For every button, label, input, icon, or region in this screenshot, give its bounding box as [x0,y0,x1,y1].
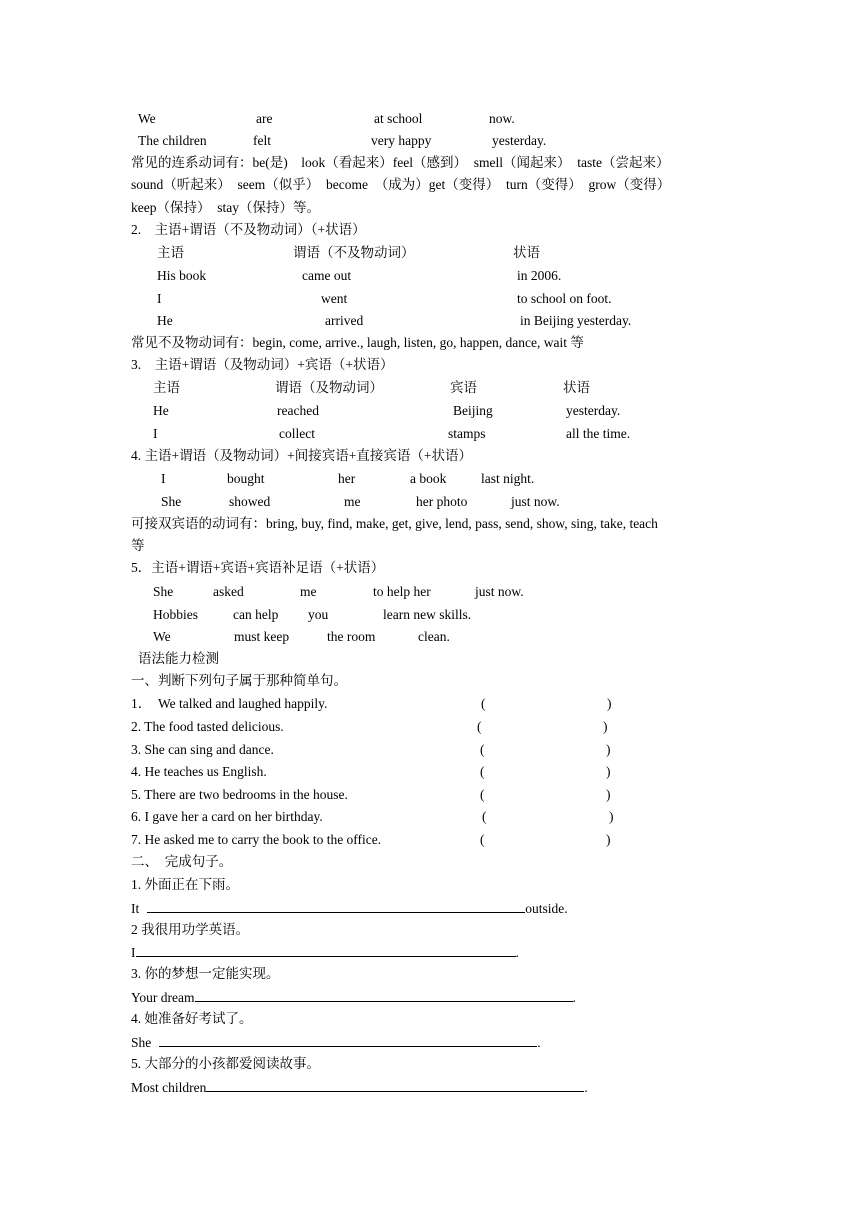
completion-line [131,989,576,1006]
answer-paren-close: ) [603,719,608,734]
ditransitive-verbs-note: 等 [131,538,145,553]
answer-paren-close: ) [609,809,614,824]
linking-verbs-note: 常见的连系动词有：be(是) look（看起来）feel（感到） smell（闻起来） taste（尝起来） [131,155,670,170]
example-adverbial: to school on foot. [517,291,612,306]
column-header: 谓语（不及物动词） [293,245,415,260]
completion-end: . [584,1080,588,1095]
example-adverbial: now. [489,111,515,126]
example-subject: She [153,584,174,599]
example-object-complement: learn new skills. [383,607,472,622]
example-indirect-object: me [344,494,361,509]
example-predicate: collect [279,426,315,441]
answer-paren-open: ( [480,742,485,757]
example-predicate: went [321,291,348,306]
example-predicate: felt [253,133,271,148]
example-subject: Hobbies [153,607,198,622]
exercise-item: 1． We talked and laughed happily. [131,696,328,711]
example-adverbial: all the time. [566,426,631,441]
example-adverbial: last night. [481,471,535,486]
example-subject: I [153,426,158,441]
example-subject: He [157,313,173,328]
answer-paren-open: ( [480,832,485,847]
completion-end: outside. [525,901,568,916]
example-object-complement: clean. [418,629,450,644]
completion-prompt: 2 我很用功学英语。 [131,922,250,937]
example-subject: I [161,471,166,486]
answer-paren-close: ) [606,742,611,757]
example-object: me [300,584,317,599]
exercise-item: 4. He teaches us English. [131,764,267,779]
completion-start: She [131,1035,152,1050]
answer-blank[interactable] [136,944,516,957]
completion-start: Most children [131,1080,207,1095]
example-subject: We [153,629,171,644]
column-header: 主语 [157,245,184,260]
completion-end: . [572,990,576,1005]
exercise-item: 5. There are two bedrooms in the house. [131,787,348,802]
example-predicate: must keep [234,629,290,644]
example-predicate: arrived [325,313,364,328]
answer-paren-close: ) [606,787,611,802]
pattern-heading: 5．主语+谓语+宾语+宾语补足语（+状语） [131,560,385,575]
column-header: 主语 [153,380,180,395]
exercise-title: 语法能力检测 [138,651,219,666]
example-complement: very happy [371,133,432,148]
example-object: you [308,607,329,622]
pattern-heading: 3. 主语+谓语（及物动词）+宾语（+状语） [131,357,394,372]
answer-paren-close: ) [606,764,611,779]
example-object-complement: to help her [373,584,431,599]
pattern-heading: 4. 主语+谓语（及物动词）+间接宾语+直接宾语（+状语） [131,448,472,463]
example-complement: at school [374,111,423,126]
column-header: 谓语（及物动词） [275,380,383,395]
completion-prompt: 3. 你的梦想一定能实现。 [131,966,280,981]
example-subject: The children [138,133,207,148]
completion-prompt: 1. 外面正在下雨。 [131,877,239,892]
example-adverbial: yesterday. [566,403,621,418]
linking-verbs-note: sound（听起来） seem（似乎） become （成为）get（变得） turn（变得） grow（变得） [131,177,671,192]
part2-heading: 二、 完成句子。 [131,854,233,869]
completion-prompt: 5. 大部分的小孩都爱阅读故事。 [131,1056,320,1071]
example-adverbial: yesterday. [492,133,547,148]
example-predicate: asked [213,584,244,599]
example-subject: He [153,403,169,418]
completion-end: . [537,1035,541,1050]
example-subject: She [161,494,182,509]
example-adverbial: just now. [511,494,560,509]
example-object: the room [327,629,376,644]
answer-paren-open: ( [482,809,487,824]
exercise-item: 7. He asked me to carry the book to the office. [131,832,382,847]
example-subject: His book [157,268,207,283]
answer-blank[interactable] [147,900,525,913]
pattern-heading: 2. 主语+谓语（不及物动词）（+状语） [131,222,366,237]
completion-prompt: 4. 她准备好考试了。 [131,1011,253,1026]
ditransitive-verbs-note: 可接双宾语的动词有：bring, buy, find, make, get, give, lend, pass, send, show, sing, take, teach [131,516,658,531]
exercise-item: 2. The food tasted delicious. [131,719,284,734]
completion-line [131,944,519,961]
answer-paren-close: ) [607,696,612,711]
answer-blank[interactable] [206,1079,584,1092]
answer-paren-open: ( [480,787,485,802]
example-adverbial: just now. [475,584,524,599]
column-header: 状语 [563,380,590,395]
answer-paren-open: ( [481,696,486,711]
example-subject: We [138,111,156,126]
column-header: 宾语 [450,380,477,395]
example-predicate: showed [229,494,271,509]
completion-start: Your dream [131,990,195,1005]
example-direct-object: her photo [416,494,468,509]
completion-line [131,1034,541,1051]
example-predicate: are [256,111,273,126]
completion-start: I [131,945,136,960]
column-header: 状语 [513,245,540,260]
intransitive-verbs-note: 常见不及物动词有：begin, come, arrive., laugh, listen, go, happen, dance, wait 等 [131,335,584,350]
example-predicate: came out [302,268,352,283]
part1-heading: 一、判断下列句子属于那种简单句。 [131,673,347,688]
answer-blank[interactable] [159,1034,537,1047]
example-direct-object: a book [410,471,447,486]
answer-paren-open: ( [480,764,485,779]
example-adverbial: in 2006. [517,268,562,283]
exercise-item: 3. She can sing and dance. [131,742,274,757]
completion-end: . [515,945,519,960]
example-object: Beijing [453,403,493,418]
example-predicate: bought [227,471,265,486]
answer-paren-close: ) [606,832,611,847]
example-predicate: can help [233,607,279,622]
exercise-item: 6. I gave her a card on her birthday. [131,809,323,824]
completion-start: It [131,901,140,916]
example-object: stamps [448,426,486,441]
example-subject: I [157,291,162,306]
completion-line [131,1079,588,1096]
answer-blank[interactable] [195,989,573,1002]
linking-verbs-note: keep（保持） stay（保持）等。 [131,200,320,215]
example-indirect-object: her [338,471,356,486]
example-predicate: reached [277,403,319,418]
example-adverbial: in Beijing yesterday. [520,313,632,328]
completion-line [131,900,568,917]
answer-paren-open: ( [477,719,482,734]
